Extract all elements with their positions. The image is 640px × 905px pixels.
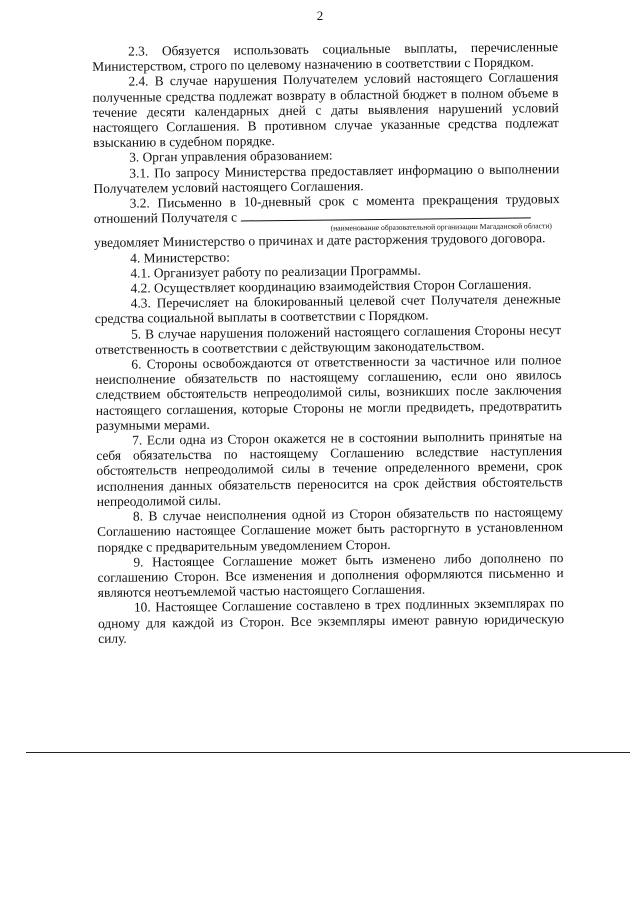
clause-9: 9. Настоящее Соглашение может быть изменено либо дополнено по соглашению Сторон. Все изменения и дополнения оформляются письменно и являются неотъемлемой частью настоящего Соглашения. <box>97 549 564 601</box>
page-number: 2 <box>316 8 324 23</box>
blank-line <box>240 208 530 222</box>
clause-3-2 <box>94 191 560 226</box>
clause-4-1: 4.1. Организует работу по реализации Программы. <box>130 262 421 281</box>
blank-caption: (наименование образовательной организации Магаданской области) <box>330 221 552 233</box>
clause-10: 10. Настоящее Соглашение составлено в трех подлинных экземплярах по одному для каждой из Сторон. Все экземпляры имеют равную юридическую силу. <box>97 595 565 646</box>
clause-7: 7. Если одна из Сторон окажется не в состоянии выполнить принятые на себя обязательства по настоящему Соглашению вследствие наступления обстоятельств непреодолимой силы в течение определенного времени, срок исполнения данных обязательств переносится на срок действия обстоятельств непреодолимой силы. <box>96 428 563 509</box>
section-4-heading: 4. Министерство: <box>130 249 230 266</box>
clause-2-3: 2.3. Обязуется использовать социальные выплаты, перечисленные Министерством, строго по целевому назначению в соответствии с Порядком. <box>92 39 559 75</box>
clause-5: 5. В случае нарушения положений настоящего соглашения Стороны несут ответственность в соответствии с действующим законодательством. <box>95 321 562 357</box>
clause-2-4: 2.4. В случае нарушения Получателем условий настоящего Соглашения полученные средства подлежат возврату в областной бюджет в полном объеме в течение десяти календарных дней с даты выявления нарушений условий настоящего Соглашения. В противном случае указанные средства подлежат взысканию в судебном порядке. <box>92 69 559 151</box>
clause-4-2: 4.2. Осуществляет координацию взаимодействия Сторон Соглашения. <box>130 276 532 296</box>
bottom-divider <box>26 752 630 753</box>
clause-3-2-continuation: уведомляет Министерство о причинах и дате расторжения трудового договора. <box>94 230 546 251</box>
clause-8: 8. В случае неисполнения одной из Сторон обязательств по настоящему Соглашению настоящее Соглашение может быть расторгнуто в установленном порядке с предварительным уведомлением Сторон. <box>97 504 564 555</box>
section-3-heading: 3. Орган управления образованием: <box>129 147 333 166</box>
clause-6: 6. Стороны освобождаются от ответственности за частичное или полное неисполнение обязательств по настоящему соглашению, если оно явилось следствием обстоятельств непреодолимой силы, возникших после заключения настоящего соглашения, которые Стороны не могли предвидеть, предотвратить разумными мерами. <box>95 352 562 433</box>
clause-3-1: 3.1. По запросу Министерства предоставляет информацию о выполнении Получателем условий настоящего Соглашения. <box>93 160 560 196</box>
document-body <box>92 39 564 646</box>
clause-3-2-text: 3.2. Письменно в 10-дневный срок с момента прекращения трудовых отношений Получателя с <box>93 191 560 227</box>
clause-4-3: 4.3. Перечисляет на блокированный целевой счет Получателя денежные средства социальной выплаты в соответствии с Порядком. <box>94 291 561 327</box>
